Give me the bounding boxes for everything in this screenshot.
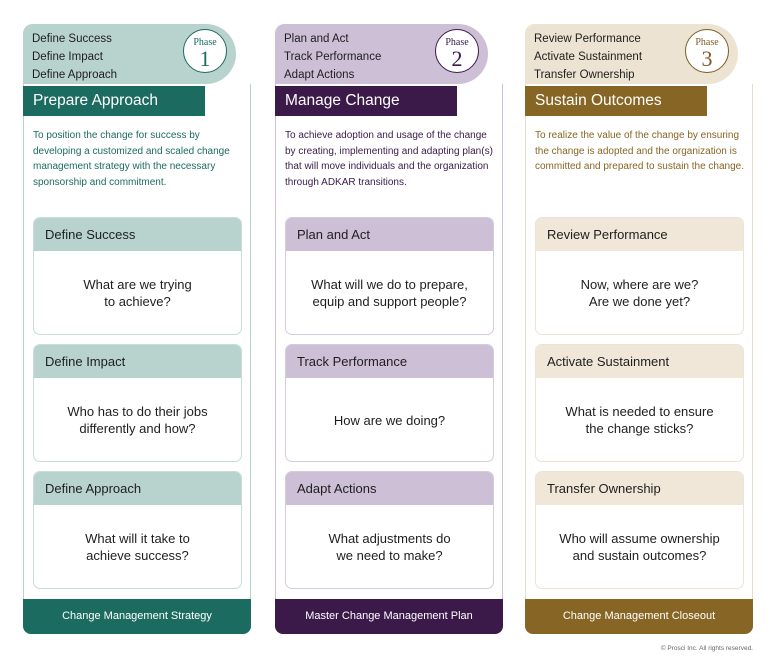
card-question: Who has to do their jobs differently and how? xyxy=(67,404,208,436)
phase-badge-word: Phase xyxy=(445,37,469,48)
phase-1-step: Define Approach xyxy=(32,69,118,81)
phase-badge-number: 3 xyxy=(701,46,713,71)
card-title: Adapt Actions xyxy=(286,472,493,505)
phase-3-steps-box xyxy=(525,24,738,84)
phase-3-steps-list xyxy=(534,30,642,84)
phase-badge-number: 1 xyxy=(199,46,211,71)
phase-1-card-1 xyxy=(33,217,242,335)
phase-1-card-3 xyxy=(33,471,242,589)
card-question: Now, where are we? Are we done yet? xyxy=(580,277,699,309)
card-title: Activate Sustainment xyxy=(536,345,743,378)
phase-1-title: Prepare Approach xyxy=(23,86,205,116)
card-question: What adjustments do we need to make? xyxy=(328,531,451,563)
card-question: What are we trying to achieve? xyxy=(83,277,192,309)
phase-2-card-3 xyxy=(285,471,494,589)
card-question: What will we do to prepare, equip and support people? xyxy=(311,277,468,309)
phase-2-step: Track Performance xyxy=(284,51,382,63)
phase-3-title: Sustain Outcomes xyxy=(525,86,707,116)
phase-3-footer: Change Management Closeout xyxy=(525,599,753,634)
phase-2-steps-box xyxy=(275,24,488,84)
card-title: Track Performance xyxy=(286,345,493,378)
phase-3-card-2 xyxy=(535,344,744,462)
phase-3-card-1 xyxy=(535,217,744,335)
card-title: Define Approach xyxy=(34,472,241,505)
card-question: What will it take to achieve success? xyxy=(85,531,190,563)
copyright: © Prosci Inc. All rights reserved. xyxy=(660,645,753,652)
phase-badge-number: 2 xyxy=(451,46,463,71)
phase-2-badge xyxy=(435,29,479,73)
phase-3-badge xyxy=(685,29,729,73)
card-title: Transfer Ownership xyxy=(536,472,743,505)
phase-3-step: Transfer Ownership xyxy=(534,69,635,81)
phase-2-footer: Master Change Management Plan xyxy=(275,599,503,634)
phase-1-step: Define Success xyxy=(32,33,112,45)
phase-2-title: Manage Change xyxy=(275,86,457,116)
phase-2-card-1 xyxy=(285,217,494,335)
phase-1-description: To position the change for success by developing a customized and scaled change management strategy with the necessary sponsorship and commitment. xyxy=(33,130,230,188)
phase-1-column xyxy=(23,0,253,665)
phase-2-step: Plan and Act xyxy=(284,33,349,45)
phase-1-card-2 xyxy=(33,344,242,462)
phase-1-badge xyxy=(183,29,227,73)
phase-badge-word: Phase xyxy=(695,37,719,48)
phase-3-description: To realize the value of the change by ensuring the change is adopted and the organization is committed and prepared to sustain the change. xyxy=(535,130,745,172)
card-title: Define Impact xyxy=(34,345,241,378)
phase-3-card-3 xyxy=(535,471,744,589)
phase-1-steps-list xyxy=(32,30,117,84)
card-question: Who will assume ownership and sustain outcomes? xyxy=(559,531,720,563)
phase-2-column xyxy=(275,0,505,665)
phase-3-step: Review Performance xyxy=(534,33,641,45)
phase-3-column xyxy=(525,0,755,665)
phase-1-footer: Change Management Strategy xyxy=(23,599,251,634)
card-title: Review Performance xyxy=(536,218,743,251)
phase-2-steps-list xyxy=(284,30,381,84)
phase-3-step: Activate Sustainment xyxy=(534,51,643,63)
phase-1-step: Define Impact xyxy=(32,51,103,63)
phase-1-steps-box xyxy=(23,24,236,84)
phase-2-description: To achieve adoption and usage of the change by creating, implementing and adapting plan(s) that will move individuals and the organization through ADKAR transitions. xyxy=(285,130,493,188)
phase-2-step: Adapt Actions xyxy=(284,69,355,81)
card-title: Define Success xyxy=(34,218,241,251)
card-question: What is needed to ensure the change sticks? xyxy=(565,404,714,436)
phase-badge-word: Phase xyxy=(193,37,217,48)
phase-2-card-2 xyxy=(285,344,494,462)
card-question: How are we doing? xyxy=(333,412,446,428)
card-title: Plan and Act xyxy=(286,218,493,251)
